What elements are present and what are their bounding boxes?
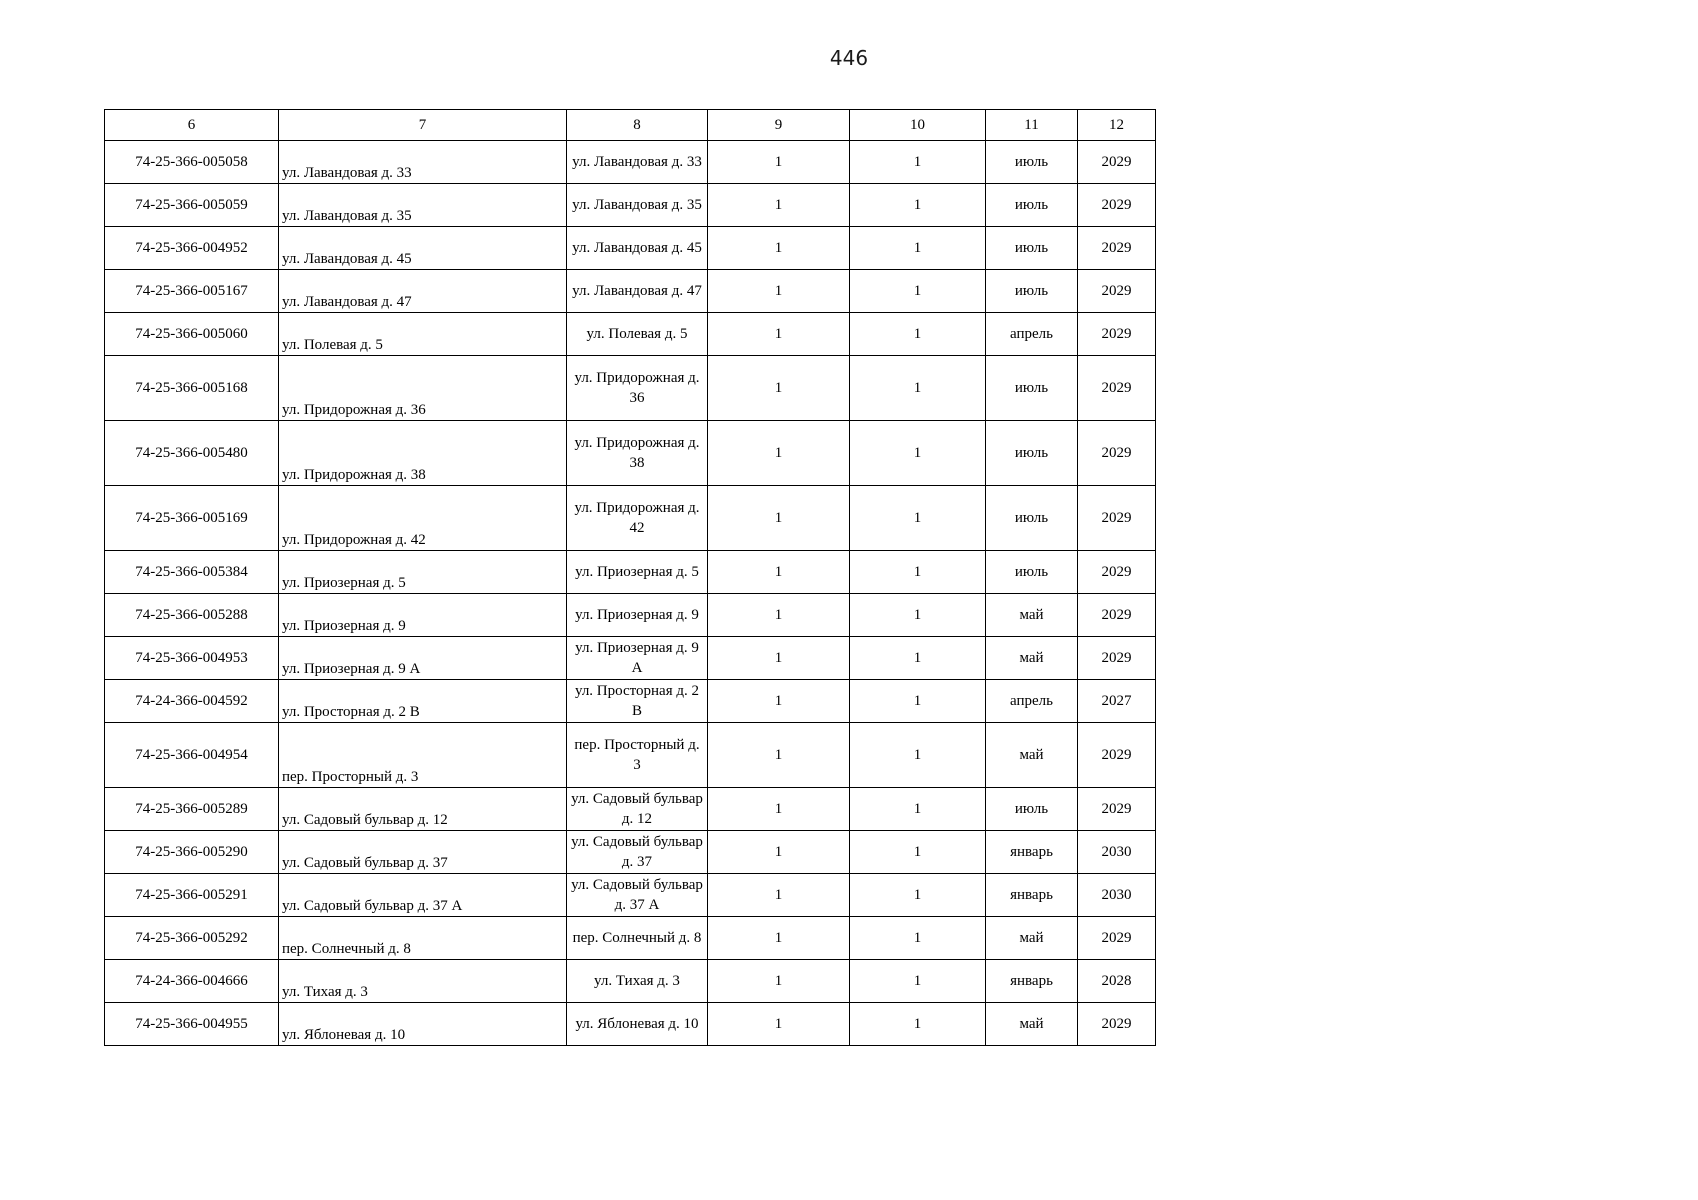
object-address-short: ул. Лавандовая д. 47 [567, 270, 708, 313]
table-row [105, 680, 1156, 723]
cell-col-10: 1 [850, 270, 986, 313]
object-code: 74-25-366-005480 [105, 421, 279, 486]
page-number: 446 [829, 46, 869, 70]
cell-col-9: 1 [708, 831, 850, 874]
column-header: 6 [105, 110, 279, 141]
object-address-short: ул. Придорожная д. 42 [567, 486, 708, 551]
object-address-short: ул. Приозерная д. 9 [567, 594, 708, 637]
cell-col-10: 1 [850, 874, 986, 917]
cell-month: апрель [986, 313, 1078, 356]
object-code: 74-25-366-004954 [105, 723, 279, 788]
cell-col-9: 1 [708, 637, 850, 680]
cell-col-10: 1 [850, 917, 986, 960]
object-code: 74-25-366-005292 [105, 917, 279, 960]
cell-col-10: 1 [850, 594, 986, 637]
object-address-short: ул. Лавандовая д. 45 [567, 227, 708, 270]
cell-year: 2029 [1078, 141, 1156, 184]
cell-col-9: 1 [708, 486, 850, 551]
cell-col-9: 1 [708, 1003, 850, 1046]
object-code: 74-25-366-005291 [105, 874, 279, 917]
table-row [105, 637, 1156, 680]
cell-col-10: 1 [850, 637, 986, 680]
table-row [105, 960, 1156, 1003]
cell-year: 2030 [1078, 874, 1156, 917]
cell-year: 2029 [1078, 184, 1156, 227]
cell-year: 2029 [1078, 594, 1156, 637]
cell-month: апрель [986, 680, 1078, 723]
cell-col-10: 1 [850, 486, 986, 551]
cell-col-10: 1 [850, 723, 986, 788]
object-address-short: ул. Приозерная д. 5 [567, 551, 708, 594]
object-address: ул. Приозерная д. 5 [279, 551, 567, 594]
cell-col-9: 1 [708, 551, 850, 594]
table-row [105, 551, 1156, 594]
object-address: ул. Лавандовая д. 47 [279, 270, 567, 313]
object-address: ул. Яблоневая д. 10 [279, 1003, 567, 1046]
cell-col-9: 1 [708, 680, 850, 723]
cell-col-10: 1 [850, 421, 986, 486]
cell-col-9: 1 [708, 594, 850, 637]
object-code: 74-25-366-005059 [105, 184, 279, 227]
object-code: 74-24-366-004666 [105, 960, 279, 1003]
cell-year: 2029 [1078, 313, 1156, 356]
cell-year: 2030 [1078, 831, 1156, 874]
cell-col-9: 1 [708, 313, 850, 356]
cell-col-9: 1 [708, 723, 850, 788]
cell-month: июль [986, 184, 1078, 227]
cell-year: 2029 [1078, 551, 1156, 594]
column-header: 10 [850, 110, 986, 141]
object-address: ул. Садовый бульвар д. 37 [279, 831, 567, 874]
object-address-short: ул. Придорожная д. 38 [567, 421, 708, 486]
cell-year: 2029 [1078, 356, 1156, 421]
cell-month: январь [986, 874, 1078, 917]
header-row [105, 110, 1156, 141]
object-address: ул. Просторная д. 2 В [279, 680, 567, 723]
cell-year: 2027 [1078, 680, 1156, 723]
table-row [105, 831, 1156, 874]
object-address: ул. Придорожная д. 38 [279, 421, 567, 486]
table-row [105, 788, 1156, 831]
cell-month: июль [986, 270, 1078, 313]
object-code: 74-25-366-005289 [105, 788, 279, 831]
object-address: ул. Придорожная д. 36 [279, 356, 567, 421]
cell-year: 2029 [1078, 637, 1156, 680]
cell-col-10: 1 [850, 960, 986, 1003]
cell-month: май [986, 637, 1078, 680]
table-row [105, 1003, 1156, 1046]
cell-col-9: 1 [708, 874, 850, 917]
cell-year: 2028 [1078, 960, 1156, 1003]
object-address-short: пер. Солнечный д. 8 [567, 917, 708, 960]
cell-col-9: 1 [708, 184, 850, 227]
object-code: 74-25-366-005168 [105, 356, 279, 421]
object-address: ул. Приозерная д. 9 [279, 594, 567, 637]
table-row [105, 270, 1156, 313]
cell-year: 2029 [1078, 1003, 1156, 1046]
cell-col-10: 1 [850, 141, 986, 184]
cell-year: 2029 [1078, 227, 1156, 270]
column-header: 9 [708, 110, 850, 141]
object-code: 74-25-366-005169 [105, 486, 279, 551]
cell-col-10: 1 [850, 356, 986, 421]
object-code: 74-25-366-004953 [105, 637, 279, 680]
object-address: пер. Солнечный д. 8 [279, 917, 567, 960]
cell-col-10: 1 [850, 551, 986, 594]
table-row [105, 184, 1156, 227]
cell-month: июль [986, 551, 1078, 594]
object-address-short: ул. Приозерная д. 9 А [567, 637, 708, 680]
object-address-short: ул. Лавандовая д. 35 [567, 184, 708, 227]
object-code: 74-25-366-005288 [105, 594, 279, 637]
object-address: ул. Лавандовая д. 33 [279, 141, 567, 184]
table-row [105, 874, 1156, 917]
cell-month: июль [986, 227, 1078, 270]
object-address-short: ул. Садовый бульвар д. 37 А [567, 874, 708, 917]
object-code: 74-25-366-005058 [105, 141, 279, 184]
cell-year: 2029 [1078, 917, 1156, 960]
cell-month: июль [986, 421, 1078, 486]
cell-month: май [986, 723, 1078, 788]
table-row [105, 356, 1156, 421]
table-row [105, 227, 1156, 270]
object-address-short: пер. Просторный д. 3 [567, 723, 708, 788]
column-header: 7 [279, 110, 567, 141]
object-address-short: ул. Придорожная д. 36 [567, 356, 708, 421]
cell-year: 2029 [1078, 270, 1156, 313]
cell-year: 2029 [1078, 486, 1156, 551]
cell-col-9: 1 [708, 356, 850, 421]
column-header: 11 [986, 110, 1078, 141]
cell-col-10: 1 [850, 313, 986, 356]
object-address-short: ул. Садовый бульвар д. 12 [567, 788, 708, 831]
table-row [105, 594, 1156, 637]
cell-col-10: 1 [850, 227, 986, 270]
object-address: ул. Лавандовая д. 35 [279, 184, 567, 227]
cell-col-10: 1 [850, 1003, 986, 1046]
object-address: ул. Садовый бульвар д. 12 [279, 788, 567, 831]
table-row [105, 917, 1156, 960]
cell-month: май [986, 917, 1078, 960]
cell-col-10: 1 [850, 831, 986, 874]
object-address-short: ул. Полевая д. 5 [567, 313, 708, 356]
table-row [105, 313, 1156, 356]
table-row [105, 141, 1156, 184]
object-code: 74-25-366-005384 [105, 551, 279, 594]
cell-col-9: 1 [708, 421, 850, 486]
column-header: 12 [1078, 110, 1156, 141]
cell-col-9: 1 [708, 788, 850, 831]
cell-month: май [986, 1003, 1078, 1046]
cell-col-9: 1 [708, 227, 850, 270]
object-address-short: ул. Лавандовая д. 33 [567, 141, 708, 184]
object-address-short: ул. Яблоневая д. 10 [567, 1003, 708, 1046]
object-code: 74-25-366-004952 [105, 227, 279, 270]
cell-month: май [986, 594, 1078, 637]
object-code: 74-24-366-004592 [105, 680, 279, 723]
object-address: ул. Придорожная д. 42 [279, 486, 567, 551]
object-code: 74-25-366-004955 [105, 1003, 279, 1046]
cell-col-10: 1 [850, 788, 986, 831]
cell-col-9: 1 [708, 917, 850, 960]
table-row [105, 486, 1156, 551]
object-address: ул. Садовый бульвар д. 37 А [279, 874, 567, 917]
object-code: 74-25-366-005167 [105, 270, 279, 313]
cell-month: июль [986, 141, 1078, 184]
cell-col-9: 1 [708, 270, 850, 313]
register-table [104, 109, 1156, 1046]
cell-month: июль [986, 356, 1078, 421]
object-address: ул. Полевая д. 5 [279, 313, 567, 356]
object-code: 74-25-366-005060 [105, 313, 279, 356]
cell-year: 2029 [1078, 788, 1156, 831]
cell-col-10: 1 [850, 680, 986, 723]
object-address: ул. Тихая д. 3 [279, 960, 567, 1003]
cell-month: июль [986, 486, 1078, 551]
object-address: ул. Приозерная д. 9 А [279, 637, 567, 680]
object-address: пер. Просторный д. 3 [279, 723, 567, 788]
column-header: 8 [567, 110, 708, 141]
object-address-short: ул. Садовый бульвар д. 37 [567, 831, 708, 874]
cell-year: 2029 [1078, 723, 1156, 788]
cell-col-9: 1 [708, 960, 850, 1003]
table-row [105, 421, 1156, 486]
object-address: ул. Лавандовая д. 45 [279, 227, 567, 270]
object-address-short: ул. Тихая д. 3 [567, 960, 708, 1003]
cell-month: июль [986, 788, 1078, 831]
table-row [105, 723, 1156, 788]
cell-month: январь [986, 831, 1078, 874]
cell-col-10: 1 [850, 184, 986, 227]
cell-month: январь [986, 960, 1078, 1003]
cell-year: 2029 [1078, 421, 1156, 486]
cell-col-9: 1 [708, 141, 850, 184]
object-address-short: ул. Просторная д. 2 В [567, 680, 708, 723]
object-code: 74-25-366-005290 [105, 831, 279, 874]
